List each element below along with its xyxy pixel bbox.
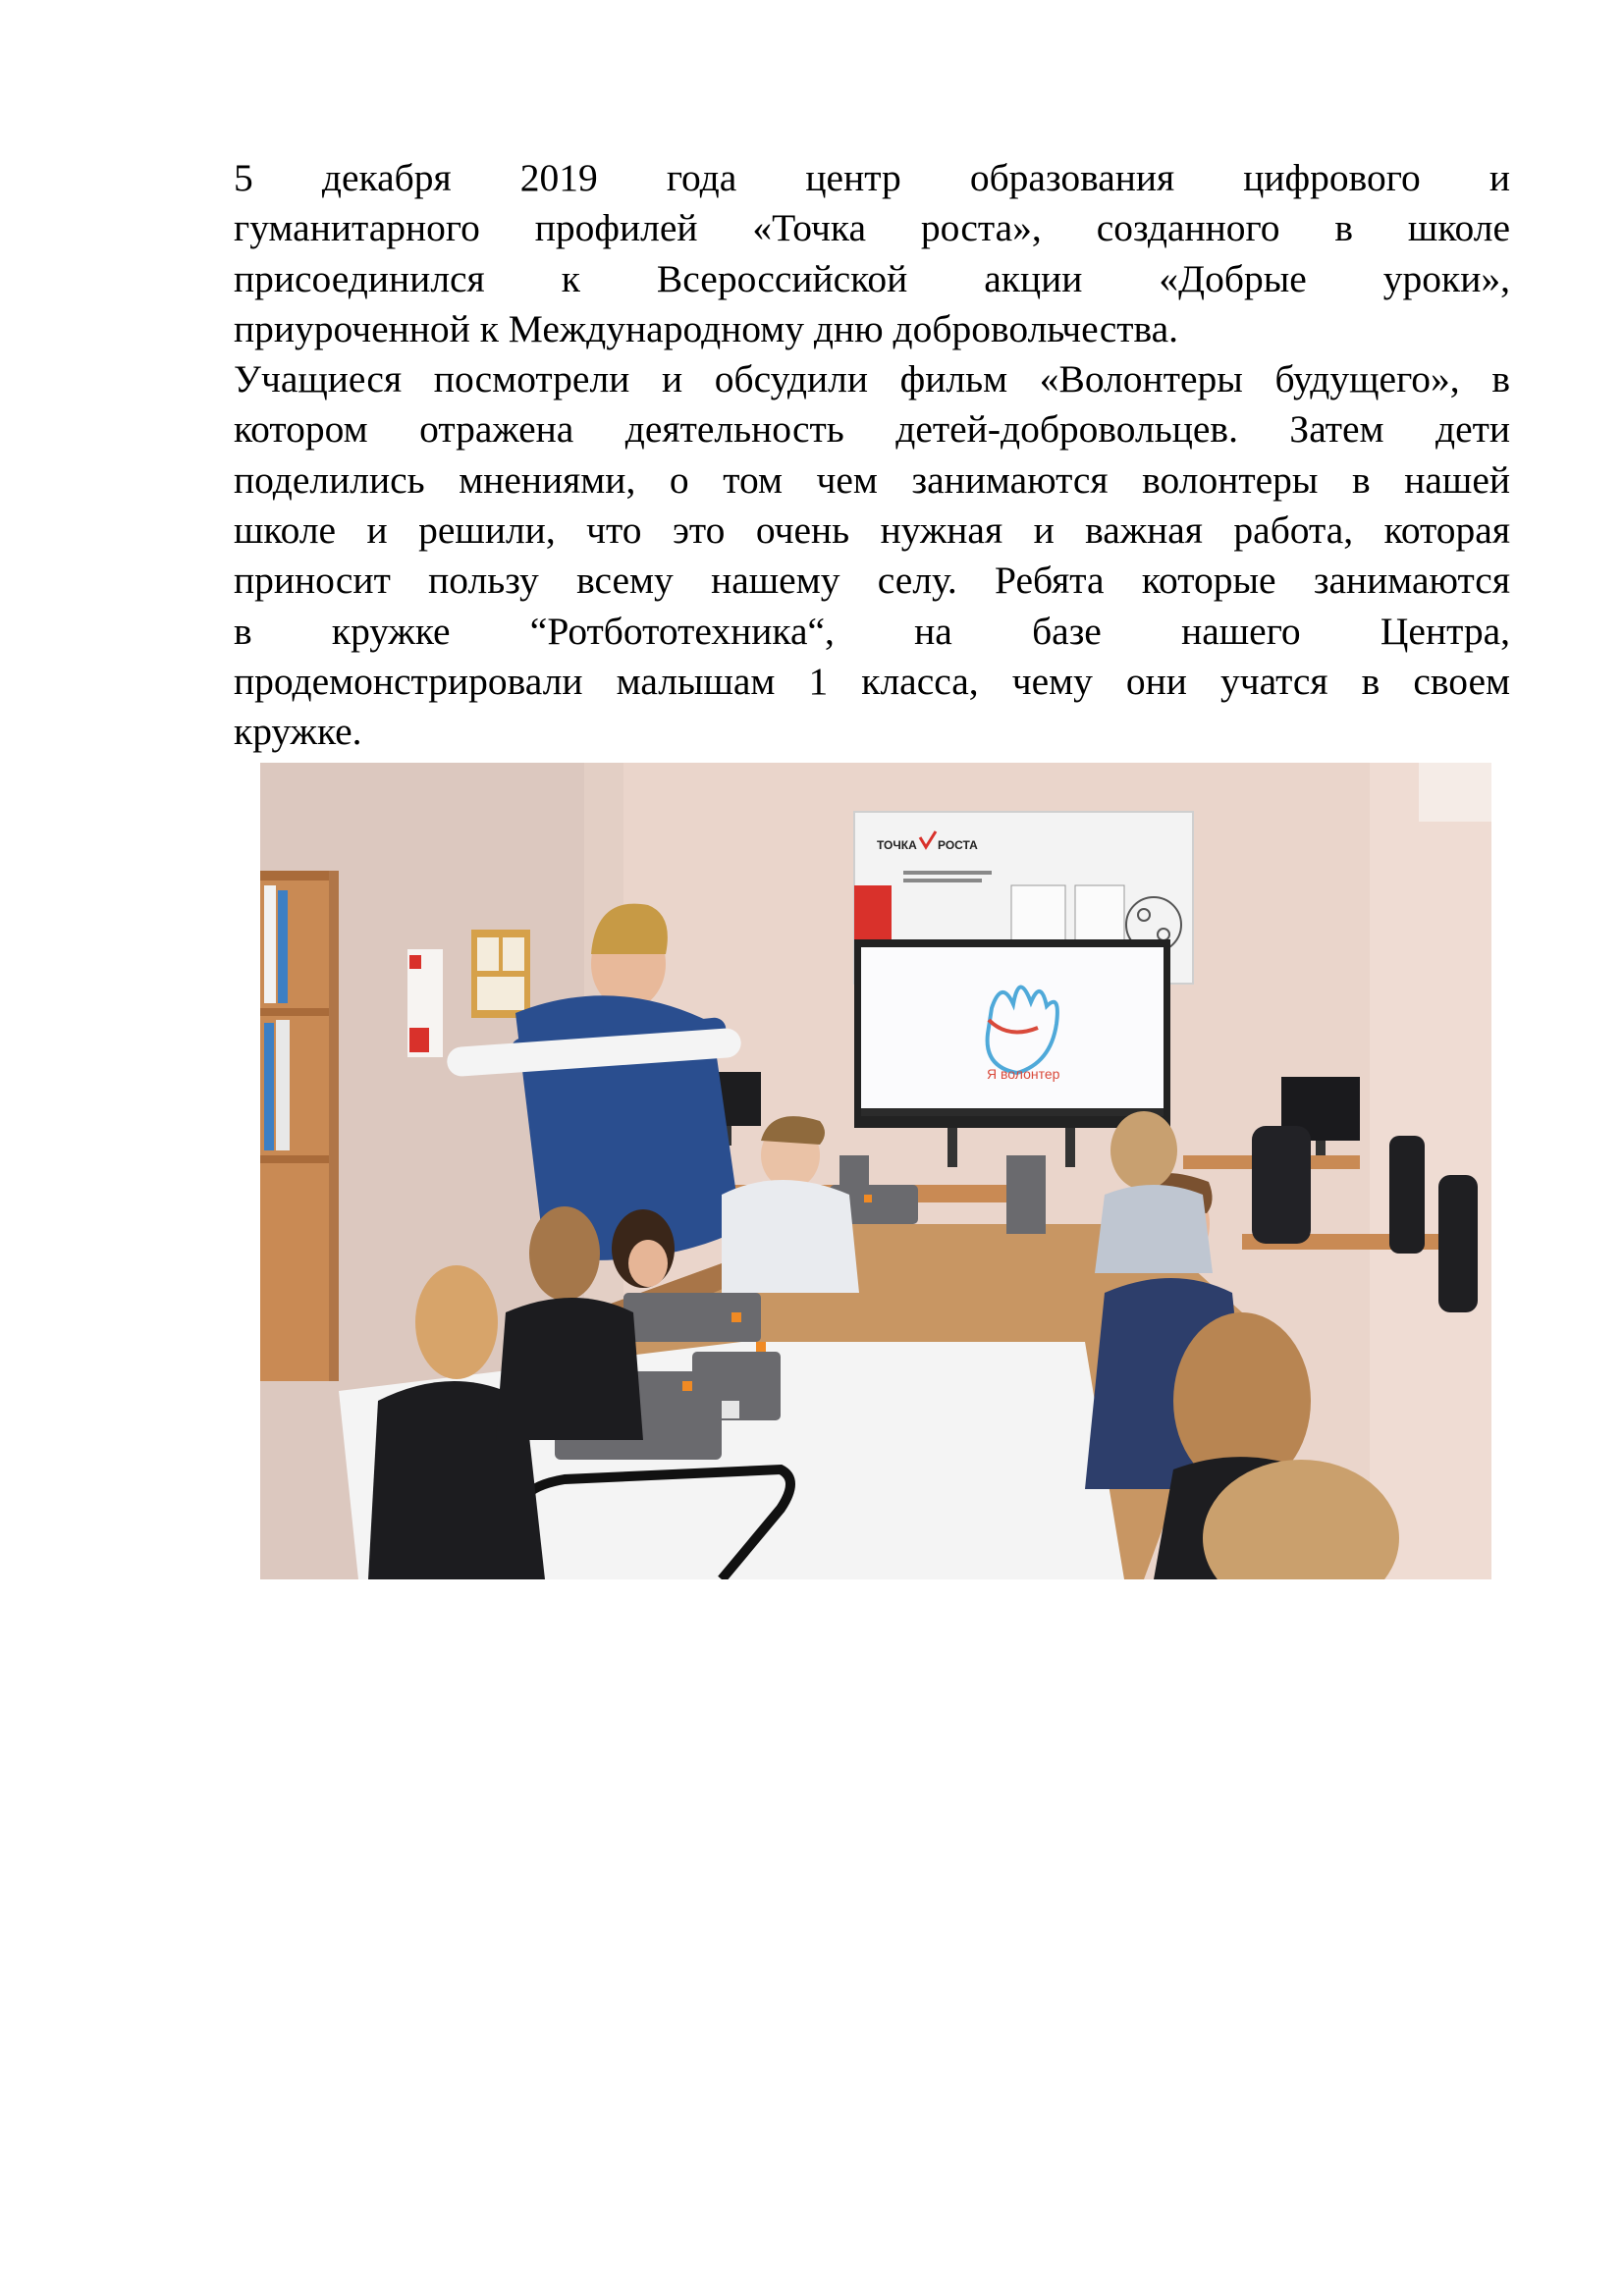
text-line: продемонстрировали малышам 1 класса, чему они учатся в своем — [234, 659, 1510, 703]
paragraph-1 — [234, 153, 1510, 354]
student-girl-3 — [612, 1209, 675, 1288]
text-line: 5 декабря 2019 года центр образования цифрового и — [234, 156, 1510, 199]
text-line: школе и решили, что это очень нужная и важная работа, которая — [234, 508, 1510, 553]
text-line: гуманитарного профилей «Точка роста», созданного в школе — [234, 206, 1510, 250]
classroom-photo — [260, 763, 1491, 1579]
text-line: приуроченной к Международному дню добровольчества. — [234, 306, 1179, 350]
paragraph-2 — [234, 354, 1510, 757]
text-line: приносит пользу всему нашему селу. Ребята которые занимаются — [234, 559, 1510, 603]
svg-text:РОСТА: РОСТА — [938, 838, 978, 852]
svg-text:Я волонтер: Я волонтер — [987, 1066, 1060, 1082]
text-line: Учащиеся посмотрели и обсудили фильм «Волонтеры будущего», в — [234, 357, 1510, 401]
text-line: присоединился к Всероссийской акции «Добрые уроки», — [234, 256, 1510, 300]
svg-text:ТОЧКА: ТОЧКА — [877, 838, 917, 852]
text-line: котором отражена деятельность детей-добровольцев. Затем дети — [234, 407, 1510, 452]
tochka-rosta-poster — [407, 949, 443, 1057]
document-body — [234, 153, 1510, 758]
text-line: в кружке “Ротбототехника“, на базе нашего Центра, — [234, 609, 1510, 653]
text-line: поделились мнениями, о том чем занимаются волонтеры в нашей — [234, 457, 1510, 502]
text-line: кружке. — [234, 710, 362, 754]
